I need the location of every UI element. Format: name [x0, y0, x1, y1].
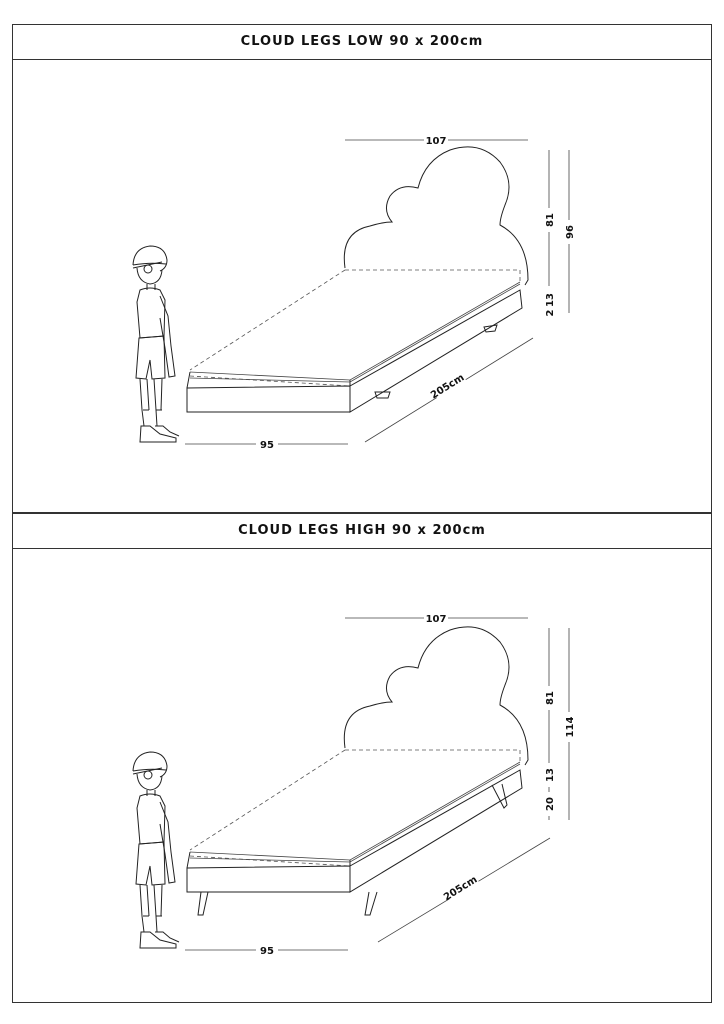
drawing-high: [133, 611, 576, 957]
panel-title-high: CLOUD LEGS HIGH 90 x 200cm: [13, 514, 711, 549]
dim-bed-width: 95: [260, 946, 274, 957]
dim-frame: 13: [545, 768, 556, 782]
bed-high-icon: [187, 627, 528, 892]
dim-headboard: 81: [545, 213, 556, 227]
child-figure-icon: [133, 752, 179, 948]
dim-length: 205cm: [428, 372, 467, 402]
child-figure-icon: [133, 246, 179, 442]
dim-bed-width: 95: [260, 440, 274, 451]
dim-total-height: 96: [565, 225, 576, 239]
dim-width-top: 107: [425, 614, 447, 625]
bed-low-icon: [187, 147, 528, 412]
dim-width-top: 107: [425, 136, 447, 147]
drawing-low: [133, 133, 576, 451]
dim-total-height: 114: [565, 716, 576, 738]
dim-length: 205cm: [441, 874, 480, 904]
dim-legs: 20: [545, 797, 556, 811]
dim-legs: 2: [545, 309, 556, 317]
dim-frame: 13: [545, 293, 556, 307]
dim-headboard: 81: [545, 691, 556, 705]
panel-title-low: CLOUD LEGS LOW 90 x 200cm: [13, 25, 711, 60]
